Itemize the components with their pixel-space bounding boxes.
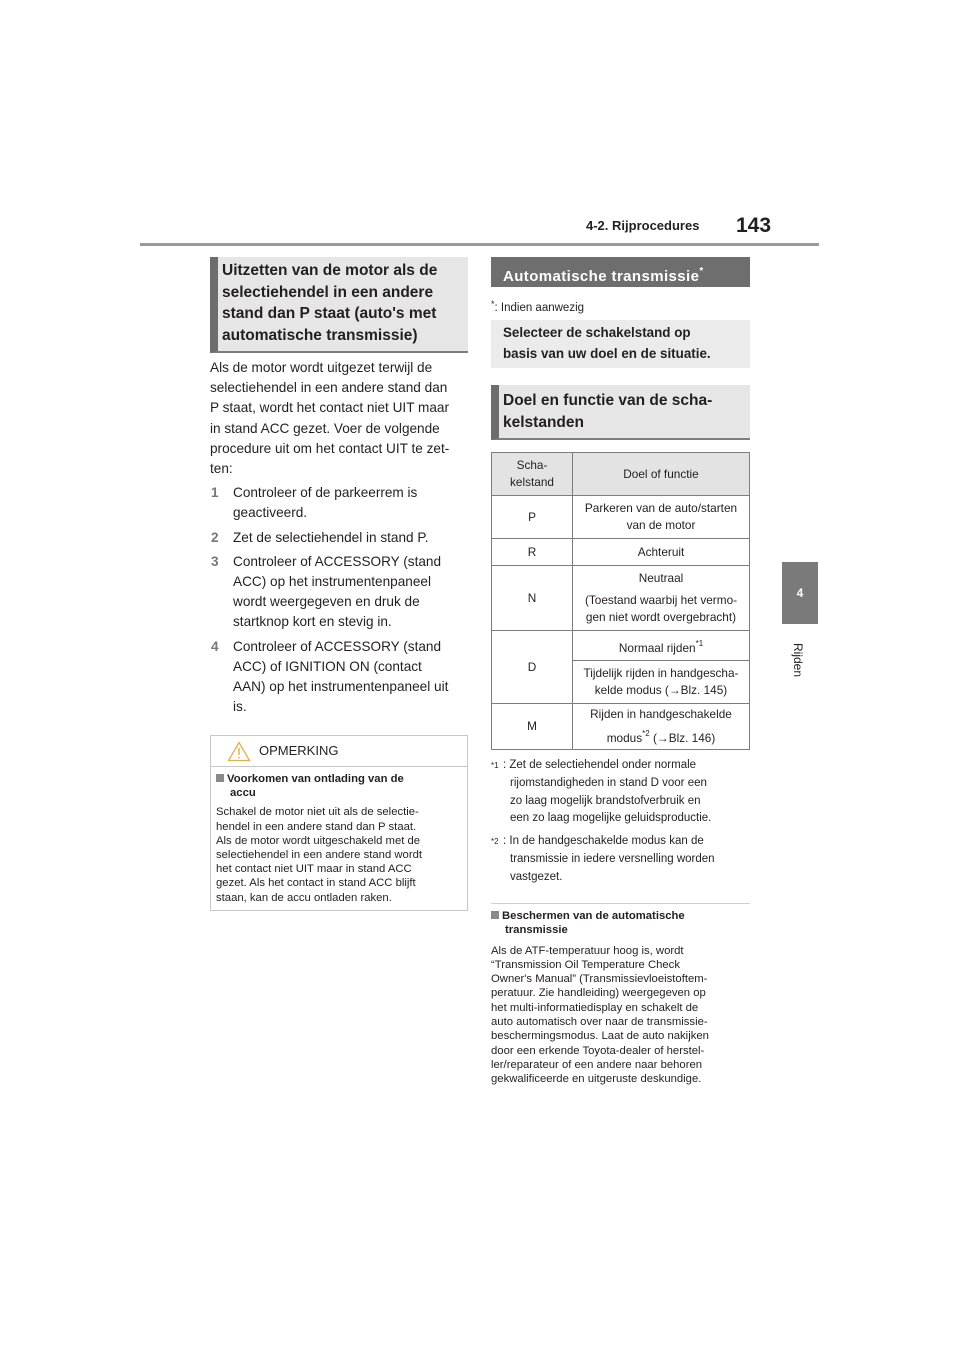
column-header [492,453,573,496]
protection-text [491,944,750,1087]
step-number: 1 [211,485,219,501]
text-line: transmissie in iedere versnelling worden [510,852,715,865]
section-title: 4-2. Rijprocedures [586,218,700,233]
text-line: Neutraal [638,571,684,585]
bullet-square-icon [216,774,224,782]
intro-paragraph [210,358,470,479]
text-line: beschermingsmodus. Laat de auto nakijken [491,1030,709,1043]
gear-function-cell: Achteruit [573,539,750,566]
chapter-tab: 4 [782,562,818,624]
text-line: startknop kort en stevig in. [233,614,392,630]
select-gear-box [491,320,750,368]
text-part: modus [606,731,643,745]
bar-mark: * [699,266,704,277]
text-line: Schakel de motor niet uit als de selectie- [216,806,419,819]
text-line: Owner's Manual” (Transmissievloeistoftem- [491,973,708,986]
text-line [576,725,746,747]
text-line: ten: [210,461,233,477]
chapter-label-text: Rijden [791,642,805,678]
text-line: “Transmission Oil Temperature Check [491,958,680,971]
text-line: procedure uit om het contact UIT te zet- [210,440,450,456]
footnote-2 [491,833,750,886]
text-part: (→Blz. 146) [649,731,716,745]
text-line: wordt weergegeven en druk de [233,594,420,610]
separator-rule [491,903,750,904]
text-line: Als de ATF-temperatuur hoog is, wordt [491,944,684,957]
text-line: het contact niet UIT maar in stand ACC [216,863,412,876]
heading-line: selectiehendel in een andere [222,283,434,301]
text-line: peratuur. Zie handleiding) weergegeven op [491,987,706,1000]
gear-function-cell [573,661,750,704]
heading-line: stand dan P staat (auto's met [222,305,437,322]
engine-off-procedure [210,358,470,717]
bullet-square-icon [491,911,499,919]
text-line: is. [233,699,247,715]
text-line: Controleer of de parkeerrem is [233,485,418,501]
chapter-label [778,635,818,685]
gear-position-cell: M [492,704,573,750]
gear-function-cell [573,704,750,750]
text-line: kelstand [510,475,554,489]
text-line: basis van uw doel en de situatie. [503,345,711,361]
text-line: P staat, wordt het contact niet UIT maar [210,400,450,416]
gear-function-cell [573,566,750,631]
text-line: selectiehendel in een andere stand wordt [216,849,422,862]
text-line: geactiveerd. [233,505,308,521]
step-2 [210,528,470,548]
text-line: Als de motor wordt uitgeschakeld met de [216,834,421,847]
heading-line: Doel en functie van de scha- [503,392,713,409]
text-line: Selecteer de schakelstand op [503,325,691,340]
note-box [210,735,468,911]
text-line: rijomstandigheden in stand D voor een [510,776,707,789]
transmission-protection-section [491,909,750,1087]
text-line: selectiehendel in een andere stand dan [210,380,448,396]
text-line: ACC) of IGNITION ON (contact [233,658,422,674]
text-line: gen niet wordt overgebracht) [585,610,737,624]
header-rule [140,243,819,246]
text-line: van de motor [626,518,696,532]
text-line: vastgezet. [510,870,563,883]
bar-title: Automatische transmissie [503,268,700,285]
table-row [492,631,750,661]
footnote-mark: * [491,299,495,309]
text-line: AAN) op het instrumentenpaneel uit [233,679,449,695]
text-line: gezet. Als het contact in stand ACC blijft [216,877,416,890]
note-header [211,736,467,767]
table-row [492,704,750,750]
text-line: gekwalificeerde en uitgeruste deskundige. [491,1073,702,1086]
heading-line: kelstanden [503,413,584,431]
text-line: Rijden in handgeschakelde [590,707,732,721]
step-4 [210,637,470,718]
table-row [492,566,750,631]
text-line: in stand ACC gezet. Voer de volgende [210,420,440,436]
text-line: kelde modus (→Blz. 145) [594,683,728,697]
table-header-row [492,453,750,496]
footnote-mark: *2 [642,729,650,738]
footnote-mark: *2 [491,837,499,846]
text-line: Normaal rijden [618,640,696,655]
text-line: Als de motor wordt uitgezet terwijl de [210,360,433,375]
text-line: Beschermen van de automatische [502,910,685,922]
text-line: Voorkomen van ontlading van de [227,773,404,785]
step-3 [210,552,470,633]
gear-position-cell: P [492,496,573,539]
text-line: het multi-informatiedisplay en schakelt de [491,1001,699,1014]
protection-title [491,909,750,938]
note-body [211,767,467,905]
text-line: accu [230,787,256,800]
star-footnote [491,299,584,314]
step-number: 3 [211,553,219,569]
text-line: Controleer of ACCESSORY (stand [233,553,442,569]
gear-position-cell: R [492,539,573,566]
gear-function-cell [573,631,750,661]
text-line: : In de handgeschakelde modus kan de [503,835,704,847]
step-number: 2 [211,529,219,545]
text-line: een zo laag mogelijke geluidsproductie. [510,812,712,825]
step-1 [210,483,470,523]
footnote-mark: *1 [491,761,499,770]
note-label: OPMERKING [259,743,339,758]
warning-triangle-icon [227,741,251,762]
text-line: auto automatisch over naar de transmissie- [491,1016,708,1029]
note-text [216,805,462,904]
table-row [492,496,750,539]
text-line: ACC) op het instrumentenpaneel [233,574,431,590]
footnote-1 [491,757,750,828]
text-line: hendel in een andere stand dan P staat. [216,820,417,833]
text-line: zo laag mogelijk brandstofverbruik en [510,794,701,807]
text-line: ler/reparateur of een andere naar behoren [491,1058,703,1071]
heading-line: automatische transmissie) [222,326,418,344]
page-number: 143 [736,214,772,237]
automatic-transmission-bar [491,257,750,287]
text-line: Zet de selectiehendel in stand P. [233,529,429,545]
gear-position-cell: D [492,631,573,704]
text-line: Controleer of ACCESSORY (stand [233,638,442,654]
text-line: : Zet de selectiehendel onder normale [503,759,697,771]
text-line: Tijdelijk rijden in handgescha- [583,666,739,680]
gear-position-cell: N [492,566,573,631]
heading-line: Uitzetten van de motor als de [222,262,438,279]
section-heading-gear-function [491,385,750,440]
text-line: Parkeren van de auto/starten [584,501,738,515]
text-line: door een erkende Toyota-dealer of herstel- [491,1044,705,1057]
note-title [216,772,462,800]
text-line: Scha- [516,458,548,472]
text-line: (Toestand waarbij het vermo- [584,593,738,607]
text-line: staan, kan de accu ontladen raken. [216,891,392,904]
section-heading-engine-off [210,257,468,353]
text-line: transmissie [505,924,568,937]
footnote-text: : Indien aanwezig [494,302,585,314]
gear-position-table [491,452,750,750]
gear-function-cell [573,496,750,539]
footnote-mark: *1 [695,638,704,648]
table-row [492,539,750,566]
step-number: 4 [211,638,219,654]
column-header: Doel of functie [573,453,750,496]
